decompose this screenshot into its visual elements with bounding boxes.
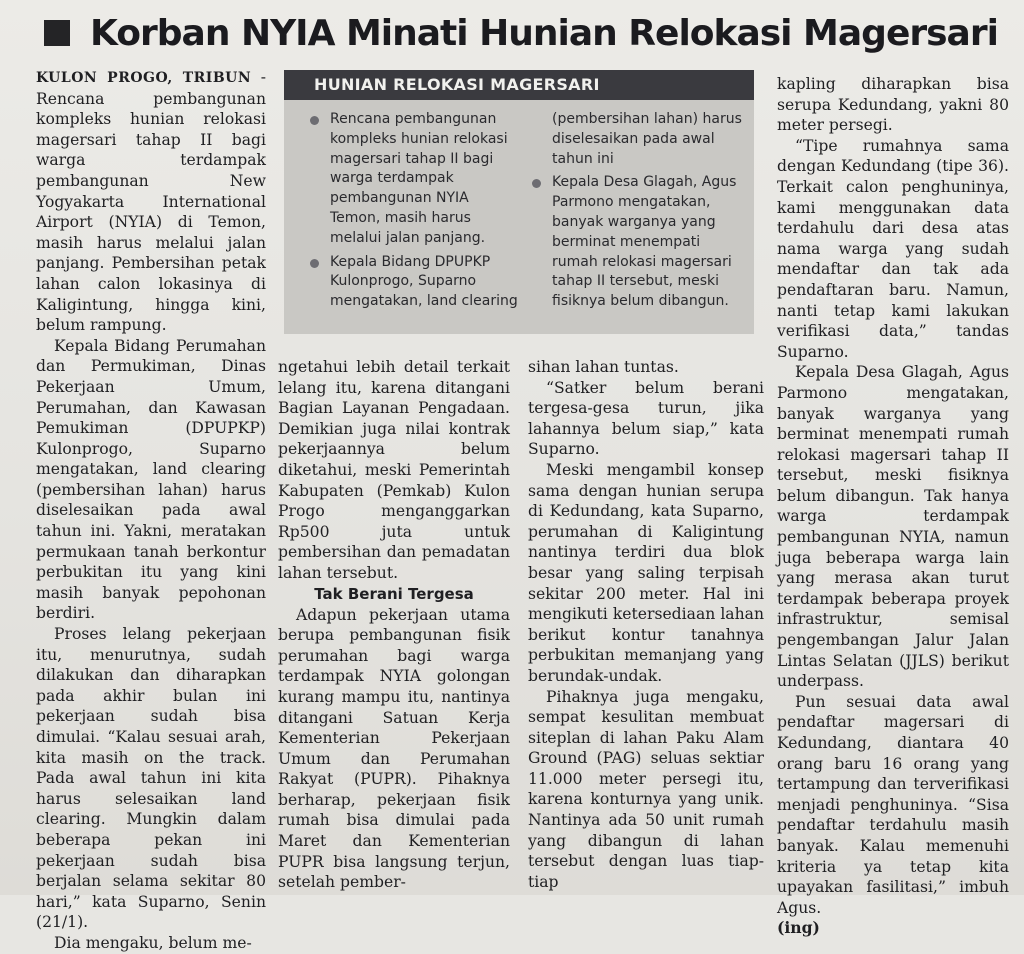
box-title: HUNIAN RELOKASI MAGERSARI	[284, 70, 754, 100]
box-bullet-item	[310, 110, 522, 249]
paragraph: Dia mengaku, belum me-	[54, 933, 252, 952]
paragraph: Adapun pekerjaan utama berupa pembangunan fisik perumahan bagi warga terdampak NYIA golongan kurang mampu itu, nantinya ditangani Satuan Kerja Kementerian Pekerjaan Umum dan Perumahan Rakyat (PUPR). Pihaknya berharap, pekerjaan fisik rumah bisa dimulai pada Maret dan Kementerian PUPR bisa langsung terjun, setelah pember-	[278, 605, 510, 892]
author-initials: (ing)	[777, 918, 820, 938]
paragraph: ngetahui lebih detail terkait lelang itu, karena ditangani Bagian Layanan Pengadaan. Demikian juga nilai kontrak pekerjaannya belum diketahui, meski Pemerintah Kabupaten (Pemkab) Kulon Progo menganggarkan Rp500 juta untuk pembersihan dan pemadatan lahan tersebut.	[278, 358, 510, 582]
box-bullet-item	[532, 173, 744, 312]
paragraph: “Satker belum berani tergesa-gesa turun, jika lahannya belum siap,” kata Suparno.	[528, 378, 764, 459]
paragraph: Pihaknya juga mengaku, sempat kesulitan membuat siteplan di lahan Paku Alam Ground (PAG) seluas sektiar 11.000 meter persegi itu, karena konturnya yang unik. Nantinya ada 50 unit rumah yang dibangun di lahan tersebut dengan luas tiap-tiap	[528, 687, 764, 891]
box-column-right	[532, 110, 744, 316]
headline	[44, 8, 1004, 58]
bullet-dot-icon	[310, 259, 319, 268]
article-column-1	[36, 67, 266, 954]
paragraph: sihan lahan tuntas.	[528, 358, 679, 376]
bullet-dot-icon	[310, 116, 319, 125]
article-column-2	[278, 357, 510, 893]
paragraph: Proses lelang pekerjaan itu, menurutnya, sudah dilakukan dan diharapkan pada akhir bulan ini pekerjaan sudah bisa dimulai. “Kalau sesuai arah, kita masih on the track. Pada awal tahun ini kita harus selesaikan land clearing. Mungkin dalam beberapa pekan ini pekerjaan sudah bisa berjalan selama sekitar 80 hari,” kata Suparno, Senin (21/1).	[36, 625, 266, 932]
sidebar-summary-box	[284, 70, 754, 334]
paragraph: kapling diharapkan bisa serupa Kedundang, yakni 80 meter persegi.	[777, 75, 1009, 135]
headline-text: Korban NYIA Minati Hunian Relokasi Magersari	[90, 12, 998, 54]
headline-square-bullet	[44, 20, 70, 46]
paragraph: Kepala Desa Glagah, Agus Parmono mengatakan, banyak warganya yang berminat menempati rumah relokasi magersari tahap II tersebut, meski fisiknya belum dibangun. Tak hanya warga terdampak pembangunan NYIA, namun juga beberapa warga lain yang merasa akan turut terdampak beberapa proyek infrastruktur, semisal pengembangan Jalur Jalan Lintas Selatan (JJLS) berikut underpass.	[777, 363, 1009, 691]
box-bullet-item-continued	[532, 110, 744, 169]
article-column-4	[777, 74, 1009, 939]
paragraph	[36, 67, 266, 336]
paragraph: “Tipe rumahnya sama dengan Kedundang (tipe 36). Terkait calon penghuninya, kami menggunakan data terdahulu dari desa atas nama warga yang sudah mendaftar dan tak ada pendaftaran baru. Namun, nanti tetap kami lakukan verifikasi data,” tandas Suparno.	[777, 136, 1009, 361]
paragraph: Pun sesuai data awal pendaftar magersari di Kedundang, diantara 40 orang baru 16 orang yang tertampung dan terverifikasi menjadi penghuninya. “Sisa pendaftar terdahulu masih banyak. Kalau memenuhi kriteria ya tetap kita upayakan fasilitasi,” imbuh Agus.	[777, 692, 1009, 917]
dateline: KULON PROGO, TRIBUN	[36, 70, 252, 86]
bullet-dot-icon	[532, 179, 541, 188]
section-subheading: Tak Berani Tergesa	[314, 584, 474, 603]
box-bullet-item	[310, 253, 522, 312]
paragraph: Kepala Bidang Perumahan dan Permukiman, Dinas Pekerjaan Umum, Perumahan, dan Kawasan Pemukiman (DPUPKP) Kulonprogo, Suparno mengatakan, land clearing (pembersihan lahan) harus diselesaikan pada awal tahun ini. Yakni, meratakan permukaan tanah berkontur perbukitan itu yang kini masih banyak pepohonan berdiri.	[36, 336, 266, 623]
box-item-text: (pembersihan lahan) harus diselesaikan pada awal tahun ini	[552, 111, 742, 167]
paragraph: Meski mengambil konsep sama dengan hunian serupa di Kedundang, kata Suparno, perumahan di Kaligintung nantinya terdiri dua blok besar yang saling terpisah sekitar 200 meter. Hal ini mengikuti ketersediaan lahan berikut kontur tanahnya perbukitan memanjang yang berundak-undak.	[528, 460, 764, 685]
box-column-left	[310, 110, 522, 316]
paragraph-text: - Rencana pembangunan kompleks hunian relokasi magersari tahap II bagi warga terdampak pembangunan New Yogyakarta International Airport (NYIA) di Temon, masih harus melalui jalan panjang. Pembersihan petak lahan calon lokasinya di Kaligintung, hingga kini, belum rampung.	[36, 68, 266, 335]
article-column-3	[528, 357, 764, 892]
box-item-text: Kepala Bidang DPUPKP Kulonprogo, Suparno mengatakan, land clearing	[330, 253, 518, 310]
box-item-text: Kepala Desa Glagah, Agus Parmono mengatakan, banyak warganya yang berminat menempati rumah relokasi magersari tahap II tersebut, meski fisiknya belum dibangun.	[552, 174, 737, 310]
box-item-text: Rencana pembangunan kompleks hunian relokasi magersari tahap II bagi warga terdampak pembangunan NYIA Temon, masih harus melalui jalan panjang.	[330, 111, 508, 246]
